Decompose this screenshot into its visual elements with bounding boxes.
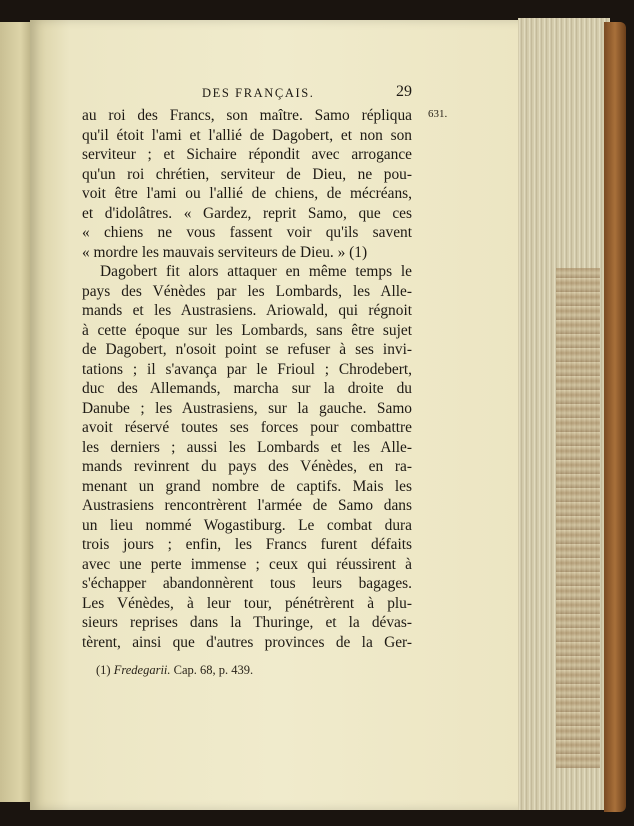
text-line: mands revinrent du pays des Vénèdes, en ra- xyxy=(82,458,412,475)
text-line: Les Vénèdes, à leur tour, pénétrèrent à plu- xyxy=(82,594,412,612)
text-line: avoit réservé toutes ses forces pour combattre xyxy=(82,419,412,436)
text-line: Dagobert fit alors attaquer en même temps le xyxy=(100,263,412,280)
text-line: trois jours ; enfin, les Francs furent défaits xyxy=(82,536,412,553)
text-line: s'échapper abandonnèrent tous leurs bagages. xyxy=(82,575,412,592)
page-header xyxy=(82,84,412,106)
text-line: voit être l'ami ou l'allié de chiens, de mécréans, xyxy=(82,185,412,202)
text-line: et d'idolâtres. « Gardez, reprit Samo, que ces xyxy=(82,204,412,222)
text-line: au roi des Francs, son maître. Samo répliqua xyxy=(82,107,412,124)
body-text xyxy=(82,106,412,652)
footnote-marker: (1) xyxy=(96,663,111,677)
text-line: qu'il étoit l'ami et l'allié de Dagobert, et non son xyxy=(82,126,412,144)
running-title: DES FRANÇAIS. xyxy=(202,86,315,100)
text-line: tations ; il s'avança par le Frioul ; Chrodebert, xyxy=(82,360,412,378)
text-line: mands et les Austrasiens. Ariowald, qui régnoit xyxy=(82,302,412,319)
text-line: Danube ; les Austrasiens, sur la gauche. Samo xyxy=(82,399,412,417)
text-line: un lieu nommé Wogastiburg. Le combat dura xyxy=(82,516,412,534)
text-line: « mordre les mauvais serviteurs de Dieu. » (1) xyxy=(82,243,368,261)
text-line: de Dagobert, n'osoit point se refuser à ses invi- xyxy=(82,341,412,358)
text-line: sieurs reprises dans la Thuringe, et la dévas- xyxy=(82,614,412,631)
text-line: pays des Vénèdes par les Lombards, les Alle- xyxy=(82,282,412,300)
edge-damage xyxy=(556,268,600,768)
text-line: « chiens ne vous fassent voir qu'ils savent xyxy=(82,224,412,241)
page-text xyxy=(82,84,412,652)
book-cover xyxy=(604,22,626,812)
footnote xyxy=(96,663,253,678)
text-line: menant un grand nombre de captifs. Mais les xyxy=(82,477,412,495)
text-line: les derniers ; aussi les Lombards et les Alle- xyxy=(82,438,412,456)
text-line: serviteur ; et Sichaire répondit avec arrogance xyxy=(82,146,412,163)
text-line: qu'un roi chrétien, serviteur de Dieu, ne pou- xyxy=(82,165,412,183)
page-number: 29 xyxy=(396,83,412,100)
text-line: duc des Allemands, marcha sur la droite du xyxy=(82,380,412,397)
footnote-reference: Cap. 68, p. 439. xyxy=(173,663,254,677)
text-line: à cette époque sur les Lombards, sans être sujet xyxy=(82,321,412,339)
text-line: avec une perte immense ; ceux qui réussirent à xyxy=(82,555,412,573)
text-line: Austrasiens rencontrèrent l'armée de Samo dans xyxy=(82,497,412,514)
left-page-edge xyxy=(0,22,34,802)
footnote-source: Fredegarii. xyxy=(113,663,171,677)
page-edges xyxy=(518,18,610,810)
margin-note: 631. xyxy=(428,108,448,120)
text-line: tèrent, ainsi que d'autres provinces de la Ger- xyxy=(82,633,412,651)
